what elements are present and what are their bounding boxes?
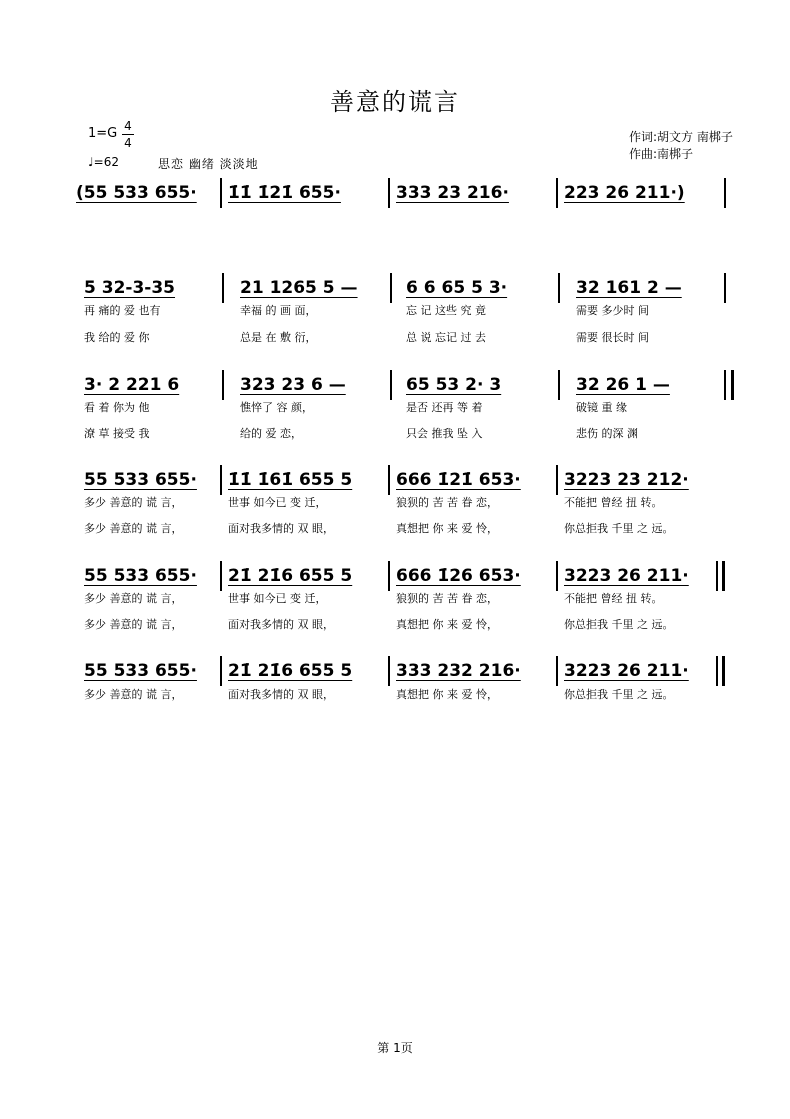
lyric: 给的 爱 恋， xyxy=(240,427,302,440)
measure: 666 1̇21̇ 653· xyxy=(396,470,521,490)
lyric: 世事 如今已 变 迁， xyxy=(228,592,327,605)
measure: (55 533 655· xyxy=(76,183,197,203)
measure: 3223 23 212· xyxy=(564,470,689,490)
lyric: 是否 还再 等 着 xyxy=(406,401,483,414)
lyric: 真想把 你 来 爱 怜， xyxy=(396,688,498,701)
lyric: 需要 很长时 间 xyxy=(576,331,649,344)
bar-line xyxy=(388,465,390,495)
notation-line-2 xyxy=(0,278,790,300)
measure: 65 53 2· 3 xyxy=(406,375,502,395)
lyric: 破镜 重 缘 xyxy=(576,401,627,414)
bar-line xyxy=(220,465,222,495)
measure: 32 161 2 — xyxy=(576,278,682,298)
lyric: 面对我多情的 双 眼， xyxy=(228,618,334,631)
measure: 3223 26 211· xyxy=(564,661,689,681)
page-number: 第 1页 xyxy=(377,1041,413,1055)
lyric-line-verse2 xyxy=(0,329,790,345)
lyric: 不能把 曾经 扭 转。 xyxy=(564,592,663,605)
lyric: 狼狈的 苦 苦 眷 恋， xyxy=(396,496,498,509)
lyric: 再 痛的 爱 也有 xyxy=(84,304,161,317)
lyric: 多少 善意的 谎 言， xyxy=(84,688,183,701)
final-bar xyxy=(722,656,725,686)
measure: 6 6 65 5 3· xyxy=(406,278,508,298)
meter-bottom: 4 xyxy=(124,136,132,150)
bar-line xyxy=(556,178,558,208)
measure: 223 26 211·) xyxy=(564,183,685,203)
measure: 3· 2 221 6 xyxy=(84,375,180,395)
measure: 55 533 655· xyxy=(84,661,197,681)
lyric: 憔悴了 容 颜， xyxy=(240,401,313,414)
measure: 32 26 1 — xyxy=(576,375,670,395)
lyric-line-verse1 xyxy=(0,590,790,606)
time-signature xyxy=(122,119,134,150)
bar-line xyxy=(220,561,222,591)
score-title: 善意的谎言 xyxy=(330,88,460,116)
bar-line xyxy=(222,273,224,303)
measure: 55 533 655· xyxy=(84,566,197,586)
lyric: 看 着 你为 他 xyxy=(84,401,150,414)
expression-marking: 思恋 幽绪 淡淡地 xyxy=(158,157,259,171)
lyric: 面对我多情的 双 眼， xyxy=(228,688,334,701)
lyric: 世事 如今已 变 迁， xyxy=(228,496,327,509)
bar-line xyxy=(388,656,390,686)
lyric: 总 说 忘记 过 去 xyxy=(406,331,486,344)
lyric: 多少 善意的 谎 言， xyxy=(84,618,183,631)
measure: 5 32-3-35 xyxy=(84,278,176,298)
lyric: 悲伤 的深 渊 xyxy=(576,427,638,440)
bar-line xyxy=(388,178,390,208)
bar-line xyxy=(556,465,558,495)
lyric-line-verse2 xyxy=(0,520,790,536)
bar-line xyxy=(724,178,726,208)
measure: 3223 26 211· xyxy=(564,566,689,586)
lyric: 忘 记 这些 究 竟 xyxy=(406,304,486,317)
bar-line xyxy=(724,273,726,303)
notation-line-6 xyxy=(0,661,790,683)
tempo-marking: ♩=62 xyxy=(88,155,119,169)
bar-line xyxy=(220,178,222,208)
notation-line-3 xyxy=(0,375,790,397)
lyric: 你总拒我 千里 之 远。 xyxy=(564,688,674,701)
lyric-line-verse1 xyxy=(0,686,790,702)
measure: 1̇1̇ 1̇21̇ 655· xyxy=(228,183,341,203)
measure: 666 1̇26 653· xyxy=(396,566,521,586)
lyric: 多少 善意的 谎 言， xyxy=(84,496,183,509)
lyric: 总是 在 敷 衍， xyxy=(240,331,317,344)
lyric-line-verse1 xyxy=(0,494,790,510)
bar-line xyxy=(390,273,392,303)
lyric: 多少 善意的 谎 言， xyxy=(84,592,183,605)
lyric: 真想把 你 来 爱 怜， xyxy=(396,618,498,631)
bar-line xyxy=(222,370,224,400)
bar-line xyxy=(388,561,390,591)
measure: 21 1265 5 — xyxy=(240,278,358,298)
bar-line xyxy=(558,370,560,400)
bar-line xyxy=(558,273,560,303)
bar-line xyxy=(556,656,558,686)
lyric-line-verse1 xyxy=(0,399,790,415)
notation-line-4 xyxy=(0,470,790,492)
measure: 333 23 216· xyxy=(396,183,509,203)
bar-line xyxy=(390,370,392,400)
measure: 1̇1̇ 1̇61̇ 655 5 xyxy=(228,470,353,490)
lyric: 潦 草 接受 我 xyxy=(84,427,150,440)
lyric: 真想把 你 来 爱 怜， xyxy=(396,522,498,535)
measure: 323 23 6 — xyxy=(240,375,346,395)
repeat-start-bar xyxy=(731,370,734,400)
lyric: 幸福 的 画 面， xyxy=(240,304,317,317)
final-bar xyxy=(716,656,718,686)
lyric: 你总拒我 千里 之 远。 xyxy=(564,618,674,631)
lyric: 你总拒我 千里 之 远。 xyxy=(564,522,674,535)
lyric-line-verse2 xyxy=(0,616,790,632)
measure: 55 533 655· xyxy=(84,470,197,490)
lyric: 我 给的 爱 你 xyxy=(84,331,150,344)
key-signature: 1=G xyxy=(88,126,118,141)
measure: 333 232 216· xyxy=(396,661,521,681)
repeat-end-bar xyxy=(716,561,718,591)
composer-credit: 作曲:南梆子 xyxy=(629,147,694,161)
lyric: 不能把 曾经 扭 转。 xyxy=(564,496,663,509)
bar-line xyxy=(220,656,222,686)
lyric: 狼狈的 苦 苦 眷 恋， xyxy=(396,592,498,605)
repeat-start-bar xyxy=(724,370,726,400)
measure: 21̇ 21̇6 655 5 xyxy=(228,661,353,681)
notation-line-1 xyxy=(0,183,790,205)
lyric-line-verse2 xyxy=(0,425,790,441)
notation-line-5 xyxy=(0,566,790,588)
lyric: 只会 推我 坠 入 xyxy=(406,427,483,440)
lyric-line-verse1 xyxy=(0,302,790,318)
measure: 21̇ 21̇6 655 5 xyxy=(228,566,353,586)
lyricist-credit: 作词:胡文方 南梆子 xyxy=(629,130,733,144)
bar-line xyxy=(556,561,558,591)
meter-top: 4 xyxy=(124,119,132,133)
repeat-end-bar xyxy=(722,561,725,591)
lyric: 面对我多情的 双 眼， xyxy=(228,522,334,535)
lyric: 需要 多少时 间 xyxy=(576,304,649,317)
lyric: 多少 善意的 谎 言， xyxy=(84,522,183,535)
